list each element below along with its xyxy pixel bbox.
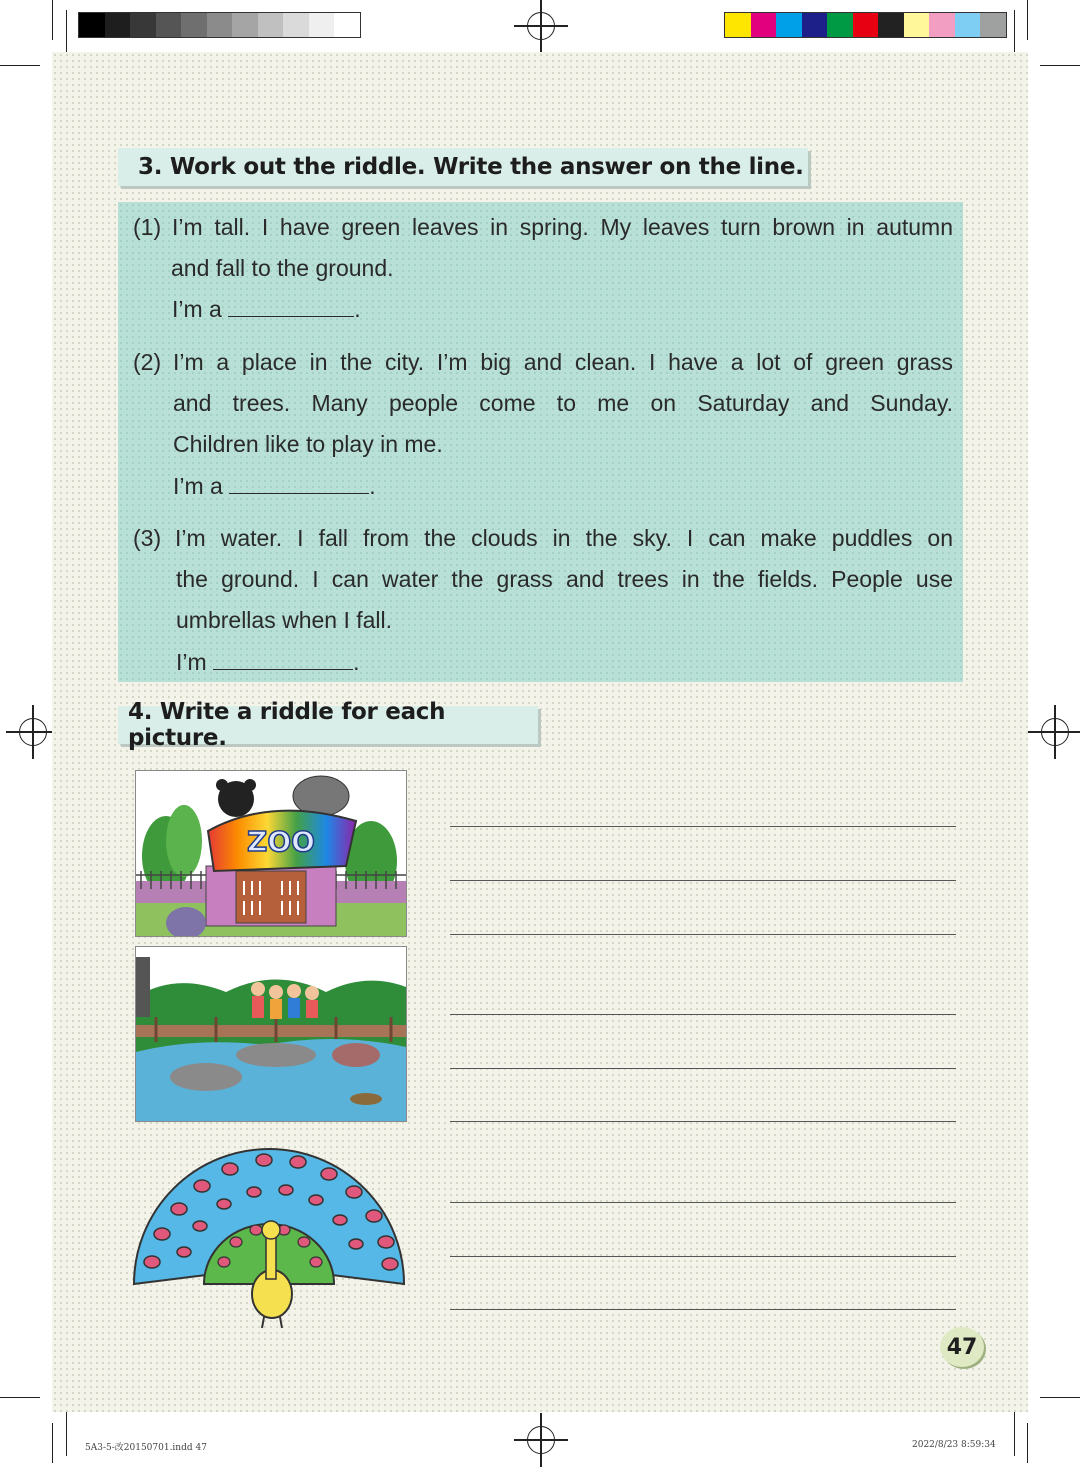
- crop-mark: [52, 1423, 53, 1463]
- calibration-swatch: [929, 13, 955, 37]
- page-number: 47: [940, 1327, 984, 1367]
- writing-line[interactable]: [450, 1202, 956, 1203]
- crop-mark: [1027, 0, 1028, 40]
- section-3-heading-text: 3. Work out the riddle. Write the answer on the line.: [138, 154, 804, 180]
- section-4-heading-text: 4. Write a riddle for each picture.: [128, 699, 446, 751]
- calibration-swatch: [802, 13, 828, 37]
- calibration-swatch: [156, 13, 182, 37]
- riddle-1-answer-blank[interactable]: [228, 296, 354, 317]
- crop-mark: [1040, 1397, 1080, 1398]
- crop-mark: [66, 1412, 67, 1456]
- crop-mark: [1014, 10, 1015, 54]
- registration-mark-bottom: [527, 1426, 555, 1454]
- riddle-panel: [118, 202, 963, 682]
- riddle-1-answer-prefix: I’m a: [172, 296, 222, 322]
- writing-line[interactable]: [450, 934, 956, 935]
- riddle-2-line-3: Children like to play in me.: [173, 431, 443, 457]
- riddle-1-line-2: and fall to the ground.: [171, 255, 394, 281]
- calibration-swatch: [207, 13, 233, 37]
- gray-calibration-bar: [78, 12, 361, 38]
- riddle-1-line-1: I’m tall. I have green leaves in spring. My leaves turn brown in autumn: [172, 214, 953, 240]
- color-calibration-bar: [724, 12, 1007, 38]
- registration-mark-right: [1041, 718, 1069, 746]
- riddle-3-answer-prefix: I’m: [176, 649, 207, 675]
- calibration-swatch: [105, 13, 131, 37]
- riddle-2-line-2: and trees. Many people come to me on Saturday and Sunday.: [173, 390, 953, 416]
- riddle-3-line-3: umbrellas when I fall.: [176, 607, 393, 633]
- calibration-swatch: [334, 13, 360, 37]
- riddle-2-answer: [173, 473, 953, 500]
- hippo-pond-picture: [135, 946, 407, 1122]
- crop-mark: [0, 65, 40, 66]
- crop-mark: [0, 1397, 40, 1398]
- riddle-2-answer-blank[interactable]: [229, 473, 369, 494]
- crop-mark: [52, 0, 53, 40]
- riddle-3-line-2: the ground. I can water the grass and trees in the fields. People use: [176, 566, 953, 592]
- crop-mark: [66, 10, 67, 54]
- calibration-swatch: [776, 13, 802, 37]
- zoo-gate-picture: [135, 770, 407, 937]
- calibration-swatch: [725, 13, 751, 37]
- calibration-swatch: [232, 13, 258, 37]
- writing-line[interactable]: [450, 1309, 956, 1310]
- riddle-3-answer-suffix: .: [353, 649, 360, 675]
- riddle-2-line-1: I’m a place in the city. I’m big and clean. I have a lot of green grass: [173, 349, 953, 375]
- calibration-swatch: [853, 13, 879, 37]
- calibration-swatch: [258, 13, 284, 37]
- writing-line[interactable]: [450, 880, 956, 881]
- slug-timestamp: 2022/8/23 8:59:34: [912, 1440, 996, 1450]
- calibration-swatch: [980, 13, 1006, 37]
- calibration-swatch: [283, 13, 309, 37]
- calibration-swatch: [827, 13, 853, 37]
- riddle-3-answer: [176, 649, 953, 676]
- writing-line[interactable]: [450, 1256, 956, 1257]
- calibration-swatch: [751, 13, 777, 37]
- calibration-swatch: [904, 13, 930, 37]
- section-4-heading: [118, 699, 538, 751]
- riddle-1-answer-suffix: .: [354, 296, 361, 322]
- calibration-swatch: [79, 13, 105, 37]
- crop-mark: [1027, 1423, 1028, 1463]
- registration-mark-left: [19, 718, 47, 746]
- writing-line[interactable]: [450, 1121, 956, 1122]
- riddle-3-number: (3): [133, 525, 162, 551]
- calibration-swatch: [130, 13, 156, 37]
- riddle-2-answer-prefix: I’m a: [173, 473, 223, 499]
- riddle-3-answer-blank[interactable]: [213, 649, 353, 670]
- riddle-2-number: (2): [133, 349, 162, 375]
- calibration-swatch: [309, 13, 335, 37]
- calibration-swatch: [878, 13, 904, 37]
- writing-line[interactable]: [450, 1014, 956, 1015]
- calibration-swatch: [955, 13, 981, 37]
- riddle-1-number: (1): [133, 214, 162, 240]
- crop-mark: [1040, 65, 1080, 66]
- section-3-heading: [118, 148, 808, 186]
- peacock-picture: [124, 1134, 414, 1329]
- zoo-sign: ZOO: [247, 825, 315, 858]
- writing-line[interactable]: [450, 826, 956, 827]
- writing-line[interactable]: [450, 1068, 956, 1069]
- riddle-3-line-1: I’m water. I fall from the clouds in the sky. I can make puddles on: [175, 525, 953, 551]
- calibration-swatch: [181, 13, 207, 37]
- riddle-2-answer-suffix: .: [369, 473, 376, 499]
- riddle-1-answer: [172, 296, 953, 323]
- crop-mark: [1014, 1412, 1015, 1456]
- slug-file-name: 5A3-5-改20150701.indd 47: [85, 1443, 207, 1453]
- registration-mark-top: [527, 12, 555, 40]
